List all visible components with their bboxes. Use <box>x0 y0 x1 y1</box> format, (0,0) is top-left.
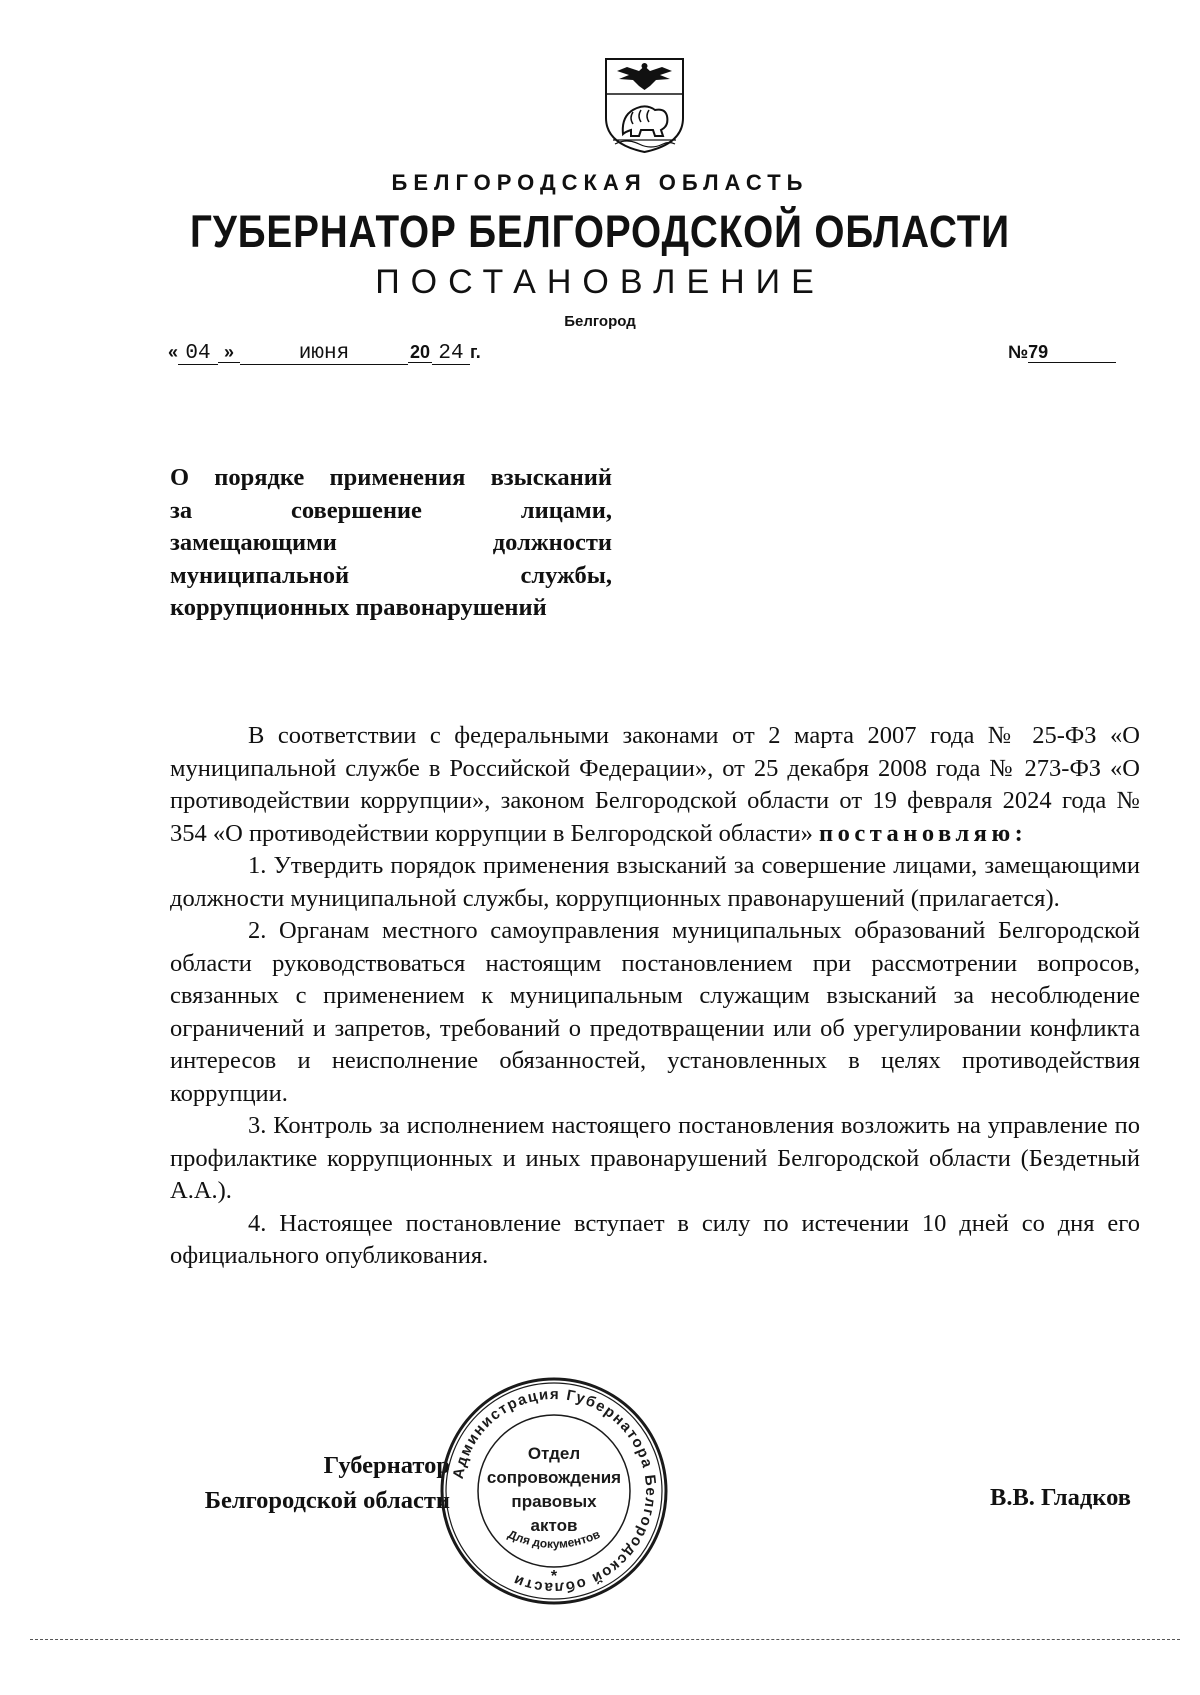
number-label: № <box>1008 342 1029 362</box>
city-label: Белгород <box>564 313 636 330</box>
stamp-inner-line: Отдел <box>527 1444 581 1463</box>
title-line: О порядке применения взысканий <box>170 464 612 491</box>
item-paragraph: 1. Утвердить порядок применения взысканий за совершение лицами, замещающими должности муниципальной службы, коррупционных правонарушений (прилагается). <box>170 852 1140 912</box>
date-century: 20 <box>410 342 431 362</box>
document-number <box>1008 342 1116 363</box>
date-month: июня <box>240 344 408 365</box>
document-body <box>170 720 1140 1273</box>
item-paragraph: 4. Настоящее постановление вступает в силу по истечении 10 дней со дня его официального опубликования. <box>170 1209 1140 1269</box>
title-line: коррупционных правонарушений <box>170 594 547 621</box>
document-kind-heading: ПОСТАНОВЛЕНИЕ <box>375 263 825 301</box>
preamble-text: В соответствии с федеральными законами от 2 марта 2007 года № 25-ФЗ «О муниципальной службе в Российской Федерации», от 25 декабря 2008 года № 273-ФЗ «О противодействии коррупции», законом Белгородской области от 19 февраля 2024 года № 354 «О противодействии коррупции в Белгородской области» <box>170 722 1140 847</box>
number-value: 79 <box>1028 342 1116 363</box>
item-paragraph: 3. Контроль за исполнением настоящего постановления возложить на управление по профилактике коррупционных и иных правонарушений Белгородской области (Бездетный А.А.). <box>170 1112 1140 1204</box>
stamp-inner-line: сопровождения <box>486 1468 622 1487</box>
stamp-inner-line: актов <box>530 1516 578 1535</box>
preamble-paragraph <box>170 720 1140 850</box>
document-title <box>170 462 612 625</box>
official-stamp <box>438 1375 670 1607</box>
date-year: 24 <box>432 344 470 365</box>
signatory-title-line: Губернатор <box>323 1452 450 1479</box>
stamp-star-icon: * <box>550 1568 558 1585</box>
signatory-title <box>200 1448 450 1518</box>
title-line: замещающими должности <box>170 529 612 556</box>
date-year-suffix: г. <box>470 342 481 362</box>
signatory-name: В.В. Гладков <box>990 1484 1131 1511</box>
title-line: за совершение лицами, <box>170 496 612 524</box>
footer-rule <box>30 1639 1180 1640</box>
stamp-outer-text: Администрация Губернатора Белгородской области <box>449 1385 660 1597</box>
stamp-bottom-text: Для документов <box>505 1527 603 1552</box>
decree-word: постановляю: <box>818 819 1028 847</box>
title-line: муниципальной службы, <box>170 561 612 589</box>
date-close-quote: » <box>218 342 240 363</box>
signatory-title-line: Белгородской области <box>204 1487 450 1514</box>
office-heading: ГУБЕРНАТОР БЕЛГОРОДСКОЙ ОБЛАСТИ <box>190 206 1010 257</box>
coat-of-arms-icon <box>603 56 686 155</box>
date-open-quote: « <box>168 342 179 362</box>
document-date <box>168 342 481 365</box>
region-heading: БЕЛГОРОДСКАЯ ОБЛАСТЬ <box>391 170 809 195</box>
item-paragraph: 2. Органам местного самоуправления муниципальных образований Белгородской области руководствоваться настоящим постановлением при рассмотрении вопросов, связанных с применением к муниципальным служащим взысканий за несоблюдение ограничений и запретов, требований о предотвращении или об урегулировании конфликта интересов и неисполнение обязанностей, установленных в целях противодействия коррупции. <box>170 917 1140 1107</box>
stamp-inner-line: правовых <box>511 1492 597 1511</box>
date-day: 04 <box>178 344 218 365</box>
